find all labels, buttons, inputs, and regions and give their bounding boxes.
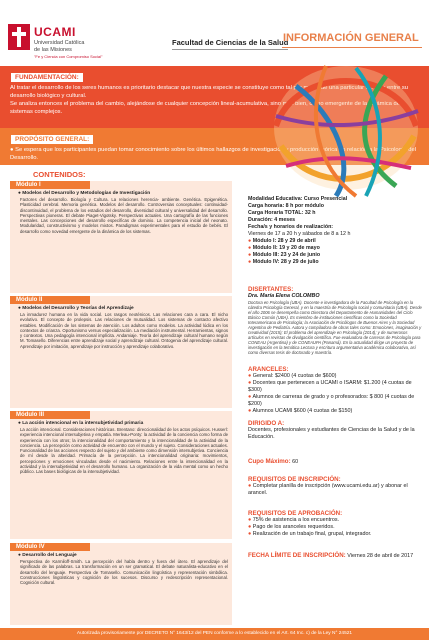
fecha-limite-label: FECHA LÍMITE DE INSCRIPCIÓN: (248, 552, 346, 559)
aranceles-block (248, 366, 424, 415)
duracion: Duración: 4 meses (248, 217, 296, 223)
contenidos-title: CONTENIDOS: (33, 170, 86, 179)
date-item: ● Módulo I: 28 y 29 de abril (248, 238, 316, 244)
req-inscripcion-title: REQUISITOS DE INSCRIPCIÓN: (248, 476, 341, 483)
req-aprobacion-block (248, 510, 424, 538)
module-body: La inmadurez humana en la vida social. Los rasgos neoténicos. Las relaciones cara a cara. El nicho evolutivo. El concepto de prolepsis. Las relaciones de mutualidad. Los sistemas de contacto afectivo estables. Modificación de los sistemas de atención. Los adultos como modelos. La actividad lúdica en los contextos de crianza. Oportunismo versus especialización. La mediación instrumental. Herramientas, signos y contextos. Una pedagogía intencional implícita. Andamiaje. Teoría del aprendizaje cultural humano según M. Tomasello. Diferencias entre aprendizaje social y aprendizaje cultural. Ontogenia del aprendizaje cultural. Aprendizaje por imitación, aprendizaje por instrucción y aprendizaje colaborativo. (20, 312, 228, 349)
module-title: ● La acción intencional en la intersubjetividad primaria (18, 421, 144, 426)
aranceles-title: ARANCELES: (248, 366, 289, 373)
university-tagline: "Fe y Ciencia con Compromiso Social" (34, 54, 103, 59)
req-inscripcion-text: ● Completar planilla de inscripción (www.ucami.edu.ar) y abonar el arancel. (248, 483, 408, 496)
date-item: ● Módulo IV: 28 y 29 de julio (248, 259, 319, 265)
req-aprobacion-title: REQUISITOS DE APROBACIÓN: (248, 510, 343, 517)
arancel-item: ● Alumnos de carreras de grado y o profesorados: $ 800 (4 cuotas de $200) (248, 394, 415, 407)
dirigido-text: Docentes, profesionales y estudiantes de Ciencias de la Salud y de la Educación. (248, 427, 415, 440)
university-name: UCAMI (34, 25, 76, 39)
fecha-limite-block (248, 552, 424, 560)
carga-horaria: Carga horaria: 8 h por módulo (248, 203, 324, 209)
faculty-title: Facultad de Ciencias de la Salud (172, 38, 288, 50)
module-title: ● Modelos del Desarrollo y Teorías del Aprendizaje (18, 306, 134, 311)
req-item: ● Realización de un trabajo final, grupal, integrador. (248, 531, 372, 537)
modalidad: Modalidad Educativa: Curso Presencial (248, 196, 348, 202)
module-4 (10, 543, 232, 625)
fundamentacion-p1: Al tratar el desarrollo de los seres humanos es prioritario destacar que nuestra especie se constituye como tal por medio de una particular síntesis entre su desarrollo biológico y cultural. (10, 85, 408, 99)
module-label: Módulo III (10, 411, 90, 419)
footer-legal: Autorizada provisoriamente por DECRETO N° 1643/12 del PEN conforme a lo establecido en el Art. 64 Inc. c) de la Ley N° 24521 (0, 628, 429, 640)
date-item: ● Módulo III: 23 y 24 de junio (248, 252, 321, 258)
date-item: ● Módulo II: 19 y 20 de mayo (248, 245, 320, 251)
module-3 (10, 411, 232, 539)
req-item: ● 75% de asistencia a los encuentros. (248, 517, 340, 523)
module-label: Módulo IV (10, 543, 90, 551)
disertantes-title: DISERTANTES: (248, 286, 294, 293)
arancel-item: ● Docentes que pertenecen a UCAMI o ISARM: $1.200 (4 cuotas de $300) (248, 380, 412, 393)
disertante-bio: Doctora en Psicología (UBA). Docente e investigadora de la Facultad de Psicología en la cátedra Psicología General, y en la maestría de Psicología social y comunitaria (UBA). Desde el año 2006 se desempeña como Directora del Departamento de Humanidades del Ciclo Básico Común (UBA). Es miembro de instituciones científicas como la Sociedad Interamericana de Psicología; la Asociación de Psicólogos de Buenos Aires y la Sociedad Argentina de Pediatría. Autora y compiladora de obras tales como: Emociones, imaginación y creatividad (2015); El problema del aprendizaje en Psicología (2014); y de numerosos artículos en revistas de divulgación científica. Fue evaluadora de carreras de Psicología para CONEAU (Argentina) y de CONEAUPA (Panamá). En la actualidad dirige un proyecto de investigación en la temática Lectura y escritura argumentativa académica colaborativa, así como diversas tesis de doctorado y maestría. (248, 300, 422, 355)
horario: Viernes de 17 a 20 h y sábados de 8 a 12 h (248, 231, 351, 237)
proposito-text: ● Se espera que los participantes puedan tomar conocimiento sobre los últimos hallazgos de investigación y producción teórica en relación a la Psicología del Desarrollo. (10, 147, 416, 161)
decorative-ribbon-sphere (236, 56, 429, 216)
arancel-item: ● General: $2400 (4 cuotas de $600) (248, 373, 337, 379)
disertantes-block (248, 286, 424, 355)
ucami-logo-icon (8, 24, 30, 50)
fechas-label: Fecha/s y horarios de realización: (248, 224, 334, 230)
module-2 (10, 296, 232, 408)
disertante-name: Dra. María Elena COLOMBO (248, 293, 320, 299)
page-title: INFORMACIÓN GENERAL (283, 32, 419, 44)
arancel-item: ● Alumnos UCAMI $600 (4 cuotas de $150) (248, 408, 353, 414)
carga-total: Carga Horaria TOTAL: 32 h (248, 210, 316, 216)
cupo-label: Cupo Máximo: (248, 458, 291, 465)
dirigido-block (248, 420, 424, 441)
module-title: ● Modelos del Desarrollo y Metodologías de Investigación (18, 191, 151, 196)
info-block (248, 196, 424, 266)
fundamentacion-title: FUNDAMENTACIÓN: (10, 72, 84, 83)
module-title: ● Desarrollo del Lenguaje (18, 553, 77, 558)
university-line2: de las Misiones (34, 47, 72, 53)
fundamentacion-p2: Se analiza entonces el problema del cambio, alejándose de cualquier concepción lineal-acumulativa, sino más bien, como emergente de la dinámica de sistemas complejos. (10, 101, 400, 115)
dirigido-title: DIRIGIDO A: (248, 420, 285, 427)
fecha-limite-value: Viernes 28 de abril de 2017 (347, 553, 414, 559)
university-line1: Universidad Católica (34, 40, 85, 46)
req-item: ● Pago de los aranceles requeridos. (248, 524, 335, 530)
module-body: Perspectiva de Karmiloff-Smith. La percepción del habla dentro y fuera del útero. El aprendizaje del significado de las palabras. La transformación en un ser gramatical. El debate naturalista-educativo en el desarrollo del lenguaje. Perspectiva de Tomasello. Comunicación lingüística y representación simbólica. Construcciones lingüísticas y cognición de los sucesos. Discurso y redescripción representacional. Cognición cultural. (20, 559, 228, 586)
proposito-title: PROPÓSITO GENERAL: (10, 134, 94, 145)
module-1 (10, 181, 232, 293)
title-underline (282, 47, 422, 48)
req-inscripcion-block (248, 476, 424, 497)
module-body: La acción intencional. Consideraciones históricas. Brentano: direccionalidad de los actos psíquicos. Husserl: experiencia intencional intersubjetiva y empatía. Merleau-Ponty: la actividad de la conciencia como forma de experiencia con los otros; la intencionalidad del comportamiento y la intencionalidad de la actividad de la conciencia. La percepción como actividad de encuentro con el mundo y el sujeto. Consideraciones actuales. Funcionalidad de las acciones respecto del sujeto y del ambiente como dimensión intersubjetiva. Conciencia de mí desde la alteridad. Primacía de la percepción. La intencionalidad originaria: movimientos, percepciones y emociones vinculadas desde el nacimiento. Relaciones entre la intencionalidad en la actividad y la intersubjetividad en el desarrollo humano. La organización de la vida mental como un hecho público. Las bases biológicas de la intersubjetividad. (20, 427, 228, 475)
cupo-block (248, 458, 424, 466)
module-body: Factores del desarrollo. Biología y Cultura. La relaciones herencia- ambiente. Genética. Epigenética. Plasticidad cerebral. Memoria genética. Modelos del desarrollo. Controversias conceptuales: continuidad-discontinuidad, el problema de los estadios del desarrollo, diversidad cultural y universalidad del desarrollo. Perspectivas pioneras. El debate Piaget-Vigotsky. Perspectivas actuales. Una cartografía de las funciones mentales. Las concepciones del desarrollo específicas de dominio. La competencia inicial del neonato. Modularidad, constructivismo y modelos mixtos. Paradigmas experimentales para el estudio de bebés. El desarrollo como novedad emergente de la dinámica de los sistemas. (20, 197, 228, 234)
module-label: Módulo II (10, 296, 90, 304)
module-label: Módulo I (10, 181, 90, 189)
cupo-value: 60 (292, 459, 299, 465)
